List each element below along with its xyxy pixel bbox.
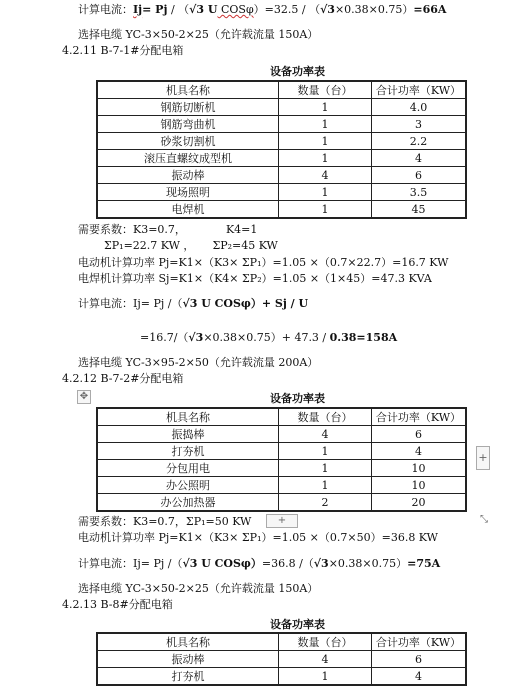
table-cell: 4.0 [372,99,467,116]
calc-current-1: 计算电流：Ij= Pj / （√3 U COSφ）=32.5 / （√3×0.38×0.75）=66A [78,3,447,16]
table-cell: 45 [372,201,467,219]
table-row [97,494,466,512]
table-row [97,201,466,219]
table-row [97,133,466,150]
header-cell: 数量（台） [279,81,372,99]
cable-selection-1: 选择电缆 YC-3×50-2×25（允许载流量 150A） [78,28,319,41]
table-row [97,167,466,184]
section-heading-4-2-13: 4.2.13 B-8#分配电箱 [62,598,173,611]
calc-current-3: 计算电流：Ij= Pj /（√3 U COSφ）=36.8 /（√3×0.38×0.75）=75A [78,557,441,570]
header-cell: 合计功率（KW） [372,633,467,651]
table-row [97,116,466,133]
motor-calc-power-2: 电动机计算功率 Pj=K1×（K3× ΣP₁）=1.05 ×（0.7×50）=36.8 KW [78,531,438,544]
table-cell: 打夯机 [97,668,279,686]
table-move-handle-icon[interactable]: ✥ [77,390,91,404]
table-cell: 6 [372,426,467,443]
calc-current-2-result: =16.7/（√3×0.38×0.75）+ 47.3 / 0.38=158A [140,331,398,344]
table-row [97,426,466,443]
table-row [97,443,466,460]
header-cell: 机具名称 [97,81,279,99]
cable-selection-2: 选择电缆 YC-3×95-2×50（允许载流量 200A） [78,356,319,369]
table-cell: 4 [279,426,372,443]
table-cell: 钢筋弯曲机 [97,116,279,133]
table-cell: 1 [279,668,372,686]
table-cell: 钢筋切断机 [97,99,279,116]
table-row [97,460,466,477]
section-heading-4-2-12: 4.2.12 B-7-2#分配电箱 [62,372,184,385]
table-cell: 现场照明 [97,184,279,201]
table-cell: 打夯机 [97,443,279,460]
table-cell: 电焊机 [97,201,279,219]
table-cell: 10 [372,477,467,494]
calc-current-2: 计算电流：Ij= Pj /（√3 U COSφ）+ Sj / U [78,297,309,310]
table-cell: 4 [372,150,467,167]
motor-calc-power-1: 电动机计算功率 Pj=K1×（K3× ΣP₁）=1.05 ×（0.7×22.7）=16.7 KW [78,256,449,269]
table-cell: 振捣棒 [97,426,279,443]
table-cell: 4 [279,651,372,668]
power-table-1 [96,80,467,219]
table-cell: 滚压直螺纹成型机 [97,150,279,167]
table-cell: 10 [372,460,467,477]
section-heading-4-2-11: 4.2.11 B-7-1#分配电箱 [62,44,184,57]
header-cell: 机具名称 [97,633,279,651]
demand-factor-1: 需要系数：K3=0.7， K4=1 [78,223,258,236]
table-cell: 1 [279,460,372,477]
header-cell: 合计功率（KW） [372,81,467,99]
power-table-2 [96,407,467,512]
header-cell: 数量（台） [279,633,372,651]
table-cell: 1 [279,150,372,167]
table-title-3: 设备功率表 [270,618,325,631]
table-cell: 振动棒 [97,167,279,184]
table-cell: 3.5 [372,184,467,201]
table-title-2: 设备功率表 [270,392,325,405]
add-row-button[interactable]: + [266,514,298,528]
table-cell: 1 [279,99,372,116]
power-table-3 [96,632,467,686]
table-cell: 4 [372,443,467,460]
table-cell: 2.2 [372,133,467,150]
table-cell: 3 [372,116,467,133]
table-cell: 振动棒 [97,651,279,668]
table-cell: 1 [279,133,372,150]
table-cell: 2 [279,494,372,512]
header-cell: 机具名称 [97,408,279,426]
table-row [97,150,466,167]
table-cell: 1 [279,184,372,201]
table-cell: 办公加热器 [97,494,279,512]
table-cell: 砂浆切割机 [97,133,279,150]
table-cell: 6 [372,651,467,668]
table-cell: 4 [372,668,467,686]
table-row [97,668,466,686]
add-column-button[interactable]: + [476,446,490,470]
welder-calc-power-1: 电焊机计算功率 Sj=K1×（K4× ΣP₂）=1.05 ×（1×45）=47.3 KVA [78,272,432,285]
table-cell: 分包用电 [97,460,279,477]
power-sum-1: ΣP₁=22.7 KW ， ΣP₂=45 KW [104,239,278,252]
table-title-1: 设备功率表 [270,65,325,78]
table-cell: 1 [279,443,372,460]
table-cell: 1 [279,477,372,494]
header-cell: 合计功率（KW） [372,408,467,426]
header-cell: 数量（台） [279,408,372,426]
cable-selection-3: 选择电缆 YC-3×50-2×25（允许载流量 150A） [78,582,319,595]
table-header-row [97,633,466,651]
table-cell: 20 [372,494,467,512]
table-cell: 4 [279,167,372,184]
table-cell: 1 [279,116,372,133]
table-row [97,477,466,494]
table-cell: 6 [372,167,467,184]
table-resize-handle-icon[interactable]: ⤡ [480,514,488,525]
table-row [97,99,466,116]
table-header-row [97,81,466,99]
table-header-row [97,408,466,426]
demand-factor-2: 需要系数：K3=0.7，ΣP₁=50 KW [78,515,252,528]
table-row [97,184,466,201]
table-cell: 1 [279,201,372,219]
table-cell: 办公照明 [97,477,279,494]
table-row [97,651,466,668]
